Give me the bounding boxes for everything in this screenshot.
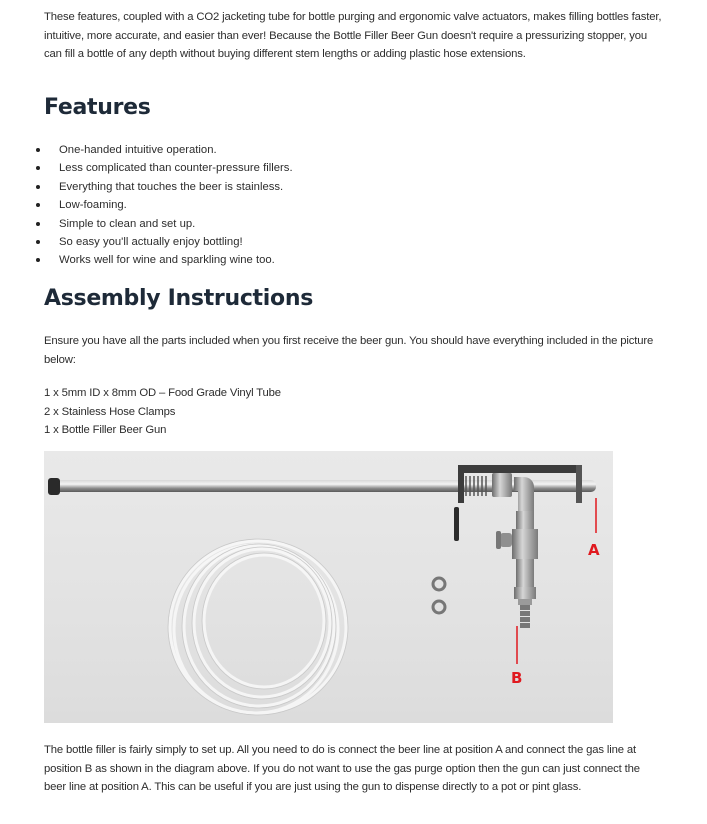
- feature-item: Less complicated than counter-pressure fillers.: [0, 159, 600, 177]
- features-heading: Features: [44, 95, 151, 120]
- feature-item: Low-foaming.: [0, 196, 600, 214]
- assembly-heading: Assembly Instructions: [44, 286, 313, 311]
- part-item: 2 x Stainless Hose Clamps: [44, 405, 176, 418]
- hose-clamp: [433, 601, 445, 613]
- assembly-intro: Ensure you have all the parts included when you first receive the beer gun. You should have everything included in the picture below:: [44, 335, 654, 366]
- intro-paragraph: These features, coupled with a CO2 jacketing tube for bottle purging and ergonomic valve actuators, makes filling bottles faster, intuitive, more accurate, and easier than ever! Because the Bottle Filler Beer Gun doesn't require a pressurizing stopper, you can fill a bottle of any depth without buying different stem lengths or adding plastic hose extensions.: [44, 11, 662, 61]
- parts-list: [44, 384, 281, 440]
- vinyl-tube-coil: [170, 541, 346, 713]
- part-item: 1 x 5mm ID x 8mm OD – Food Grade Vinyl Tube: [44, 387, 281, 399]
- setup-paragraph: The bottle filler is fairly simply to set up. All you need to do is connect the beer line at position A and connect the gas line at position B as shown in the diagram above. If you do not want to use the gas purge option then the gun can just connect the beer line at position A. This can be useful if you are just using the gun to dispense directly to a pot or pint glass.: [44, 744, 640, 794]
- bullet-icon: [36, 222, 40, 226]
- bullet-icon: [36, 203, 40, 207]
- beer-gun-illustration: [44, 451, 613, 723]
- feature-item: Everything that touches the beer is stainless.: [0, 178, 600, 196]
- feature-item: So easy you'll actually enjoy bottling!: [0, 233, 600, 251]
- bullet-icon: [36, 258, 40, 262]
- part-item: 1 x Bottle Filler Beer Gun: [44, 424, 167, 437]
- bullet-icon: [36, 148, 40, 152]
- hose-clamp: [433, 578, 445, 590]
- bullet-icon: [36, 185, 40, 189]
- label-b: B: [511, 669, 523, 687]
- feature-item: Works well for wine and sparkling wine too.: [0, 251, 600, 269]
- bullet-icon: [36, 240, 40, 244]
- features-list: [0, 141, 600, 270]
- beer-gun-photo: [44, 451, 613, 723]
- label-a: A: [588, 541, 600, 559]
- bullet-icon: [36, 166, 40, 170]
- feature-item: One-handed intuitive operation.: [0, 141, 600, 159]
- feature-item: Simple to clean and set up.: [0, 215, 600, 233]
